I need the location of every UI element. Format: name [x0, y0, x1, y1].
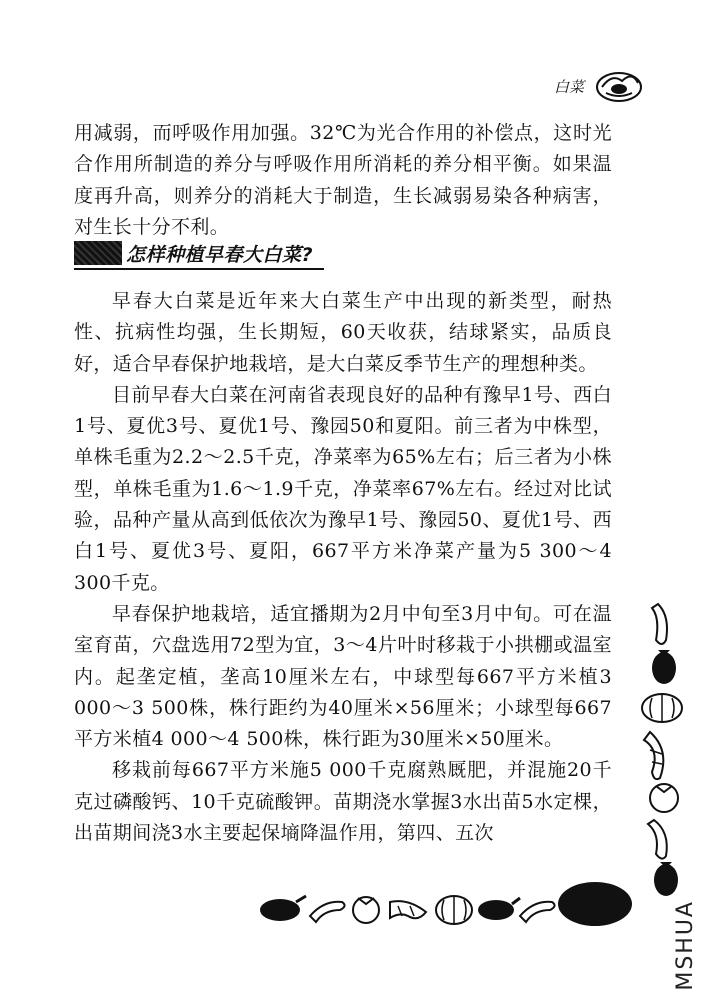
paragraph-1: 早春大白菜是近年来大白菜生产中出现的新类型，耐热性、抗病性均强，生长期短，60天收获，结球紧实，品质良好，适合早春保护地栽培，是大白菜反季节生产的理想种类。 — [74, 290, 612, 375]
watermark: MSHUA — [673, 900, 698, 991]
intro-paragraph: 用减弱，而呼吸作用加强。32℃为光合作用的补偿点，这时光合作用所制造的养分与呼吸作用所消耗的养分相平衡。如果温度再升高，则养分的消耗大于制造，生长减弱易染各种病害，对生长十分不利。 — [74, 122, 612, 238]
eggplant-icon — [478, 898, 520, 920]
paragraph-3: 早春保护地栽培，适宜播期为2月中旬至3月中旬。可在温室育苗，穴盘选用72型为宜，3～4片叶时移栽于小拱棚或温室内。起垄定植，垄高10厘米左右，中球型每667平方米植3 000～3 500株，株行距约为40厘米×56厘米；小球型每667平方米植4 000～4 500株，株行距为30厘米×50厘米。 — [74, 602, 612, 751]
cabbage-icon — [592, 67, 646, 105]
section-body — [74, 286, 612, 849]
bitter-gourd-icon — [644, 732, 663, 779]
running-title: 白菜 — [553, 77, 584, 96]
pumpkin-icon — [642, 694, 682, 722]
bitter-gourd-icon — [390, 901, 426, 918]
pumpkin-icon — [436, 896, 472, 924]
cucumber-icon — [652, 604, 667, 644]
tomato-icon — [353, 897, 379, 923]
heading-text: 怎样种植早春大白菜? — [126, 243, 314, 266]
paragraph-2: 目前早春大白菜在河南省表现良好的品种有豫早1号、西白1号、夏优3号、夏优1号、豫园50和夏阳。前三者为中株型，单株毛重为2.2～2.5千克，净菜率为65%左右；后三者为小株型，单株毛重为1.6～1.9千克，净菜率67%左右。经过对比试验，品种产量从高到低依次为豫早1号、豫园50、夏优1号、西白1号、夏优3号、夏阳，667平方米净菜产量为5 300～4 300千克。 — [74, 383, 612, 594]
tomato-icon — [650, 784, 678, 812]
paragraph-4: 移栽前每667平方米施5 000千克腐熟厩肥，并混施20千克过磷酸钙、10千克硫酸钾。苗期浇水掌握3水出苗5水定棵，出苗期间浇3水主要起保墒降温作用，第四、五次 — [74, 759, 612, 845]
running-header — [554, 66, 646, 106]
eggplant-icon — [260, 896, 306, 921]
eggplant-icon — [652, 650, 676, 684]
side-vegetable-column — [640, 600, 686, 900]
heading-underline — [74, 268, 324, 270]
cucumber-icon — [520, 902, 555, 922]
cucumber-icon — [310, 902, 345, 922]
heading-marker — [74, 241, 122, 265]
intro-text — [74, 118, 612, 243]
page-number-badge — [558, 882, 632, 926]
cucumber-icon — [648, 820, 667, 859]
section-heading — [74, 238, 313, 268]
